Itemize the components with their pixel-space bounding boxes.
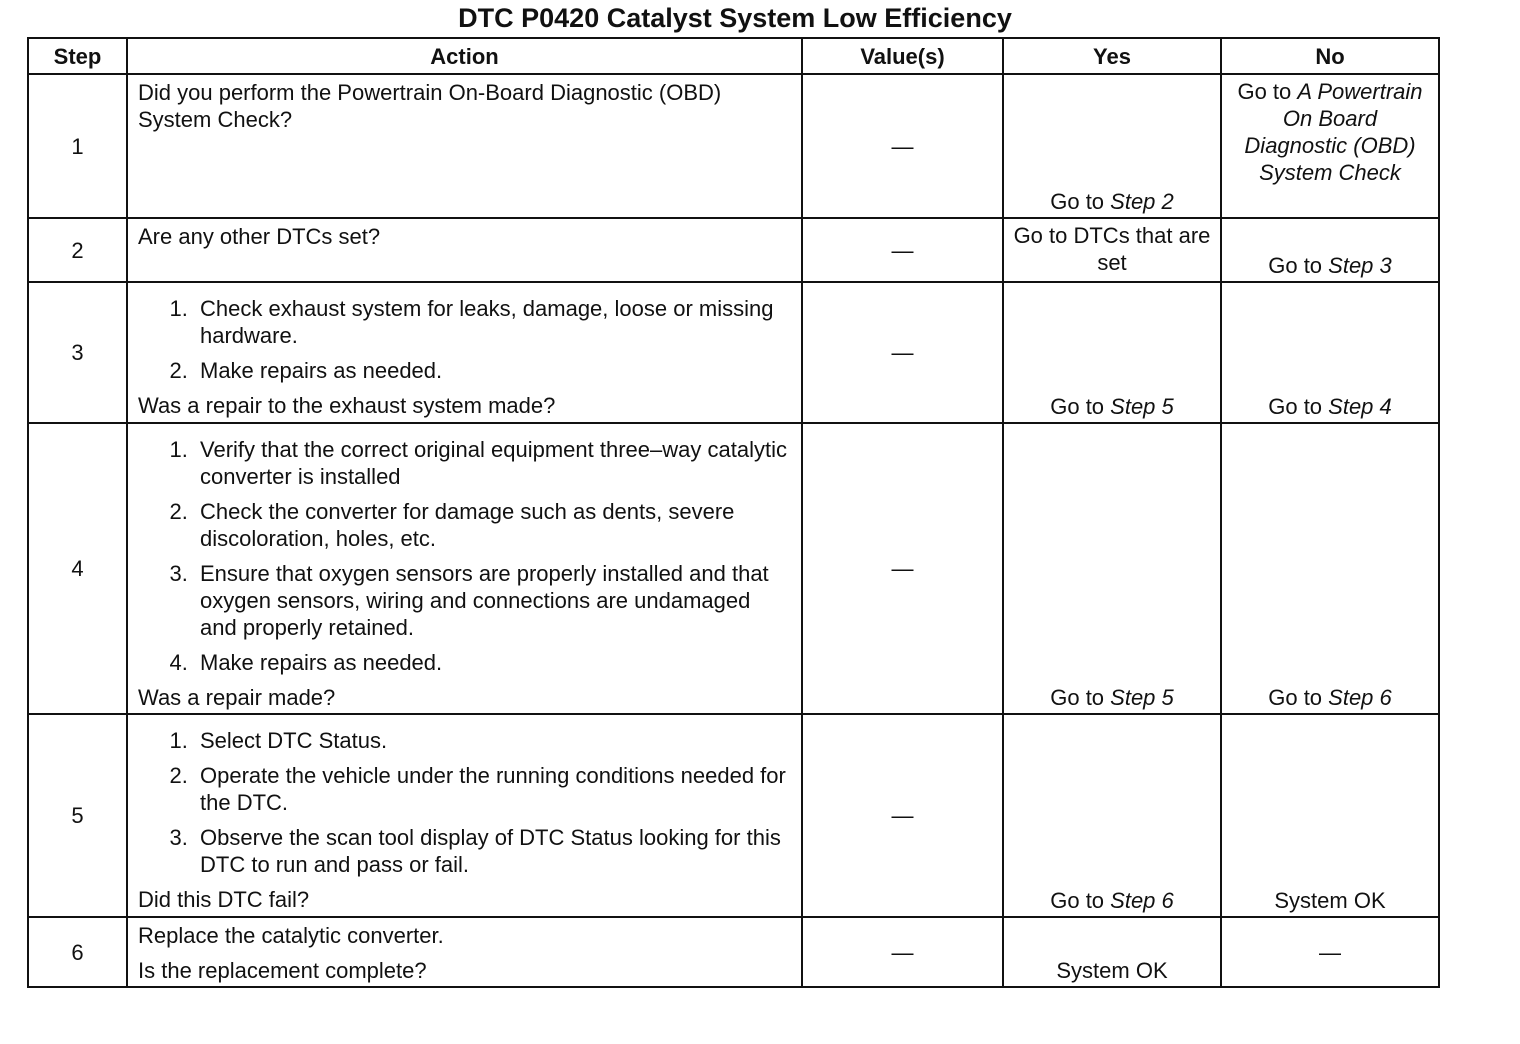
header-values: Value(s) [802, 38, 1003, 74]
yes-link[interactable]: Step 5 [1110, 394, 1174, 419]
action-steps-list [138, 727, 793, 878]
value-cell: — [802, 74, 1003, 218]
yes-prefix: Go to [1050, 394, 1111, 419]
header-yes: Yes [1003, 38, 1221, 74]
no-cell: — [1221, 917, 1439, 987]
no-link[interactable]: Step 6 [1328, 685, 1392, 710]
action-text: Replace the catalytic converter. [138, 923, 444, 948]
list-item: 1. Select DTC Status. [194, 727, 793, 754]
yes-prefix: Go to [1050, 685, 1111, 710]
value-cell: — [802, 423, 1003, 714]
list-item: 2. Make repairs as needed. [194, 357, 793, 384]
yes-link[interactable]: Step 6 [1110, 888, 1174, 913]
action-text: Did you perform the Powertrain On-Board Diagnostic (OBD) System Check? [138, 80, 722, 132]
value-cell: — [802, 218, 1003, 282]
action-question: Did this DTC fail? [138, 887, 310, 912]
header-row [28, 38, 1439, 74]
diagnostic-table [27, 37, 1440, 988]
yes-link[interactable]: Step 5 [1110, 685, 1174, 710]
action-cell [127, 423, 802, 714]
step-number: 3 [28, 282, 127, 423]
no-cell[interactable]: System OK [1221, 714, 1439, 917]
action-steps-list [138, 436, 793, 676]
value-cell: — [802, 714, 1003, 917]
table-row [28, 282, 1439, 423]
table-row [28, 218, 1439, 282]
step-number: 4 [28, 423, 127, 714]
yes-prefix: Go to [1050, 189, 1111, 214]
action-cell [127, 714, 802, 917]
action-cell [127, 282, 802, 423]
step-number: 5 [28, 714, 127, 917]
list-item: 2. Check the converter for damage such as dents, severe discoloration, holes, etc. [194, 498, 793, 552]
table-row [28, 714, 1439, 917]
step-number: 6 [28, 917, 127, 987]
yes-cell [1003, 714, 1221, 917]
action-question: Was a repair made? [138, 685, 336, 710]
no-prefix: Go to [1268, 685, 1329, 710]
no-link[interactable]: A Powertrain On Board Diagnostic (OBD) System Check [1244, 79, 1423, 185]
header-action: Action [127, 38, 802, 74]
value-cell: — [802, 282, 1003, 423]
yes-cell [1003, 74, 1221, 218]
table-row [28, 423, 1439, 714]
yes-cell[interactable]: System OK [1003, 917, 1221, 987]
step-number: 2 [28, 218, 127, 282]
header-step: Step [28, 38, 127, 74]
yes-prefix: Go to [1050, 888, 1111, 913]
no-link[interactable]: Step 4 [1328, 394, 1392, 419]
no-cell [1221, 74, 1439, 218]
action-text: Are any other DTCs set? [138, 224, 381, 249]
yes-link[interactable]: Step 2 [1110, 189, 1174, 214]
no-cell [1221, 423, 1439, 714]
list-item: 1. Verify that the correct original equipment three–way catalytic converter is installed [194, 436, 793, 490]
value-cell: — [802, 917, 1003, 987]
list-item: 3. Observe the scan tool display of DTC Status looking for this DTC to run and pass or fail. [194, 824, 793, 878]
no-link[interactable]: Step 3 [1328, 253, 1392, 278]
table-row [28, 917, 1439, 987]
list-item: 2. Operate the vehicle under the running conditions needed for the DTC. [194, 762, 793, 816]
no-prefix: Go to [1268, 394, 1329, 419]
yes-cell[interactable]: Go to DTCs that are set [1003, 218, 1221, 282]
list-item: 3. Ensure that oxygen sensors are properly installed and that oxygen sensors, wiring and connections are undamaged and properly retained. [194, 560, 793, 641]
table-row [28, 74, 1439, 218]
no-prefix: Go to [1268, 253, 1329, 278]
action-cell [127, 74, 802, 218]
step-number: 1 [28, 74, 127, 218]
no-cell [1221, 282, 1439, 423]
yes-cell [1003, 423, 1221, 714]
page-title: DTC P0420 Catalyst System Low Efficiency [458, 3, 1012, 33]
header-no: No [1221, 38, 1439, 74]
action-question: Is the replacement complete? [138, 958, 427, 983]
list-item: 4. Make repairs as needed. [194, 649, 793, 676]
yes-cell [1003, 282, 1221, 423]
list-item: 1. Check exhaust system for leaks, damage, loose or missing hardware. [194, 295, 793, 349]
no-cell [1221, 218, 1439, 282]
action-cell [127, 218, 802, 282]
action-question: Was a repair to the exhaust system made? [138, 393, 556, 418]
action-cell [127, 917, 802, 987]
no-prefix: Go to [1237, 79, 1298, 104]
action-steps-list [138, 295, 793, 384]
